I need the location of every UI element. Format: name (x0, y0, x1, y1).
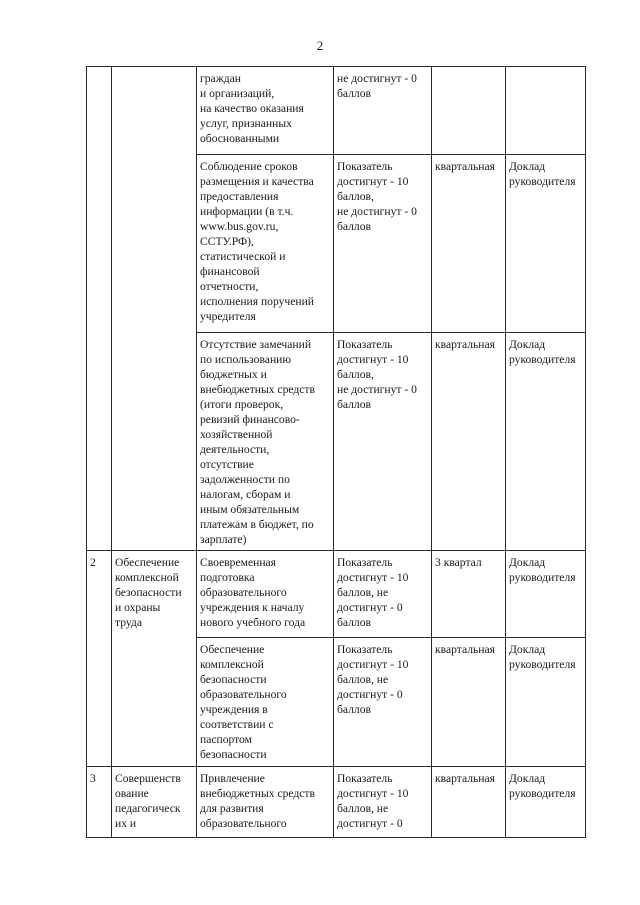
indicator-cell: Показатель достигнут - 10 баллов, не достигнут - 0 баллов (334, 638, 432, 767)
criterion-cell: граждан и организаций, на качество оказания услуг, признанных обоснованными (197, 67, 334, 155)
report-cell: Доклад руководителя (506, 155, 586, 333)
area-cell: Совершенств ование педагогическ их и (112, 767, 197, 838)
row-number-cell (87, 67, 112, 551)
indicator-cell: Показатель достигнут - 10 баллов, не достигнут - 0 баллов (334, 333, 432, 551)
criterion-cell: Отсутствие замечаний по использованию бюджетных и внебюджетных средств (итоги проверок, ревизий финансово- хозяйственной деятельности, отсутствие задолженности по налогам, сборам и иным обязательным платежам в бюджет, по зарплате) (197, 333, 334, 551)
period-cell: квартальная (432, 767, 506, 838)
criterion-cell: Обеспечение комплексной безопасности образовательного учреждения в соответствии с паспортом безопасности (197, 638, 334, 767)
indicator-cell: Показатель достигнут - 10 баллов, не достигнут - 0 (334, 767, 432, 838)
period-cell: квартальная (432, 155, 506, 333)
report-cell: Доклад руководителя (506, 551, 586, 638)
criterion-cell: Соблюдение сроков размещения и качества предоставления информации (в т.ч. www.bus.gov.ru, ССТУ.РФ), статистической и финансовой отчетности, исполнения поручений учредителя (197, 155, 334, 333)
table-row (87, 767, 586, 838)
criterion-cell: Привлечение внебюджетных средств для развития образовательного (197, 767, 334, 838)
period-cell (432, 67, 506, 155)
period-cell: квартальная (432, 333, 506, 551)
indicator-cell: Показатель достигнут - 10 баллов, не достигнут - 0 баллов (334, 155, 432, 333)
period-cell: 3 квартал (432, 551, 506, 638)
report-cell (506, 67, 586, 155)
table-row (87, 551, 586, 638)
row-number-cell: 2 (87, 551, 112, 767)
indicator-cell: не достигнут - 0 баллов (334, 67, 432, 155)
report-cell: Доклад руководителя (506, 767, 586, 838)
criteria-table (86, 66, 586, 838)
area-cell: Обеспечение комплексной безопасности и охраны труда (112, 551, 197, 767)
report-cell: Доклад руководителя (506, 333, 586, 551)
indicator-cell: Показатель достигнут - 10 баллов, не достигнут - 0 баллов (334, 551, 432, 638)
period-cell: квартальная (432, 638, 506, 767)
row-number-cell: 3 (87, 767, 112, 838)
area-cell (112, 67, 197, 551)
page-number: 2 (316, 38, 324, 53)
report-cell: Доклад руководителя (506, 638, 586, 767)
table-row (87, 67, 586, 155)
criterion-cell: Своевременная подготовка образовательного учреждения к началу нового учебного года (197, 551, 334, 638)
